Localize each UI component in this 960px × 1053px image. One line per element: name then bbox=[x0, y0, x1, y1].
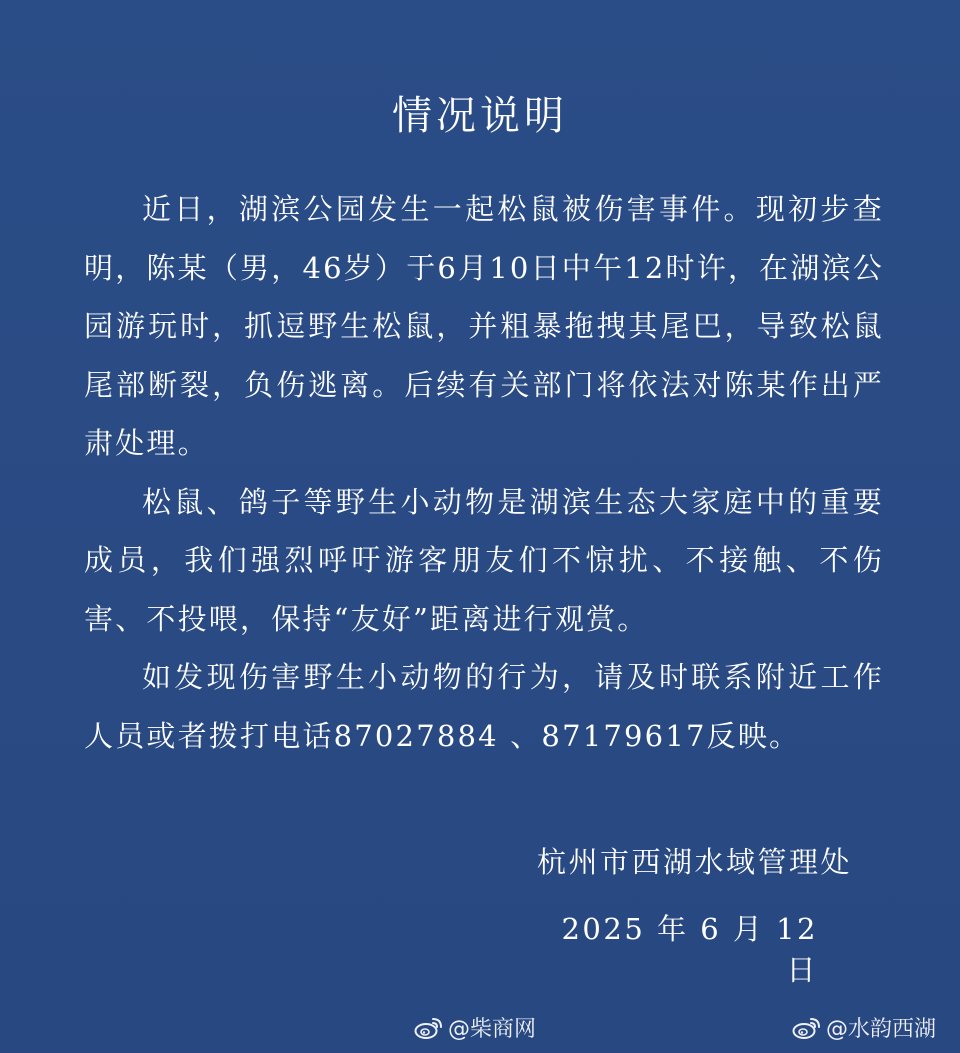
issuer-name: 杭州市西湖水域管理处 bbox=[536, 845, 852, 879]
issue-date: 2025 年 6 月 12 日 bbox=[561, 912, 818, 987]
weibo-icon bbox=[414, 1016, 444, 1040]
watermark-right-text: @水韵西湖 bbox=[826, 1017, 937, 1042]
watermark-left bbox=[414, 1012, 536, 1043]
weibo-icon bbox=[792, 1016, 822, 1040]
watermark-left-text: @柴商网 bbox=[448, 1017, 537, 1042]
notice-body bbox=[84, 180, 884, 765]
notice-paragraph-1: 近日，湖滨公园发生一起松鼠被伤害事件。现初步查明，陈某（男，46岁）于6月10日中午12时许，在湖滨公园游玩时，抓逗野生松鼠，并粗暴拖拽其尾巴，导致松鼠尾部断裂，负伤逃离。后续有关部门将依法对陈某作出严肃处理。 bbox=[84, 192, 884, 460]
watermark-right bbox=[792, 1012, 936, 1043]
signature-block bbox=[532, 840, 852, 989]
notice-paragraph-2: 松鼠、鸽子等野生小动物是湖滨生态大家庭中的重要成员，我们强烈呼吁游客朋友们不惊扰、不接触、不伤害、不投喂，保持“友好”距离进行观赏。 bbox=[84, 484, 884, 636]
notice-paragraph-3: 如发现伤害野生小动物的行为，请及时联系附近工作人员或者拨打电话87027884 、87179617反映。 bbox=[84, 660, 884, 753]
notice-title: 情况说明 bbox=[392, 93, 568, 139]
